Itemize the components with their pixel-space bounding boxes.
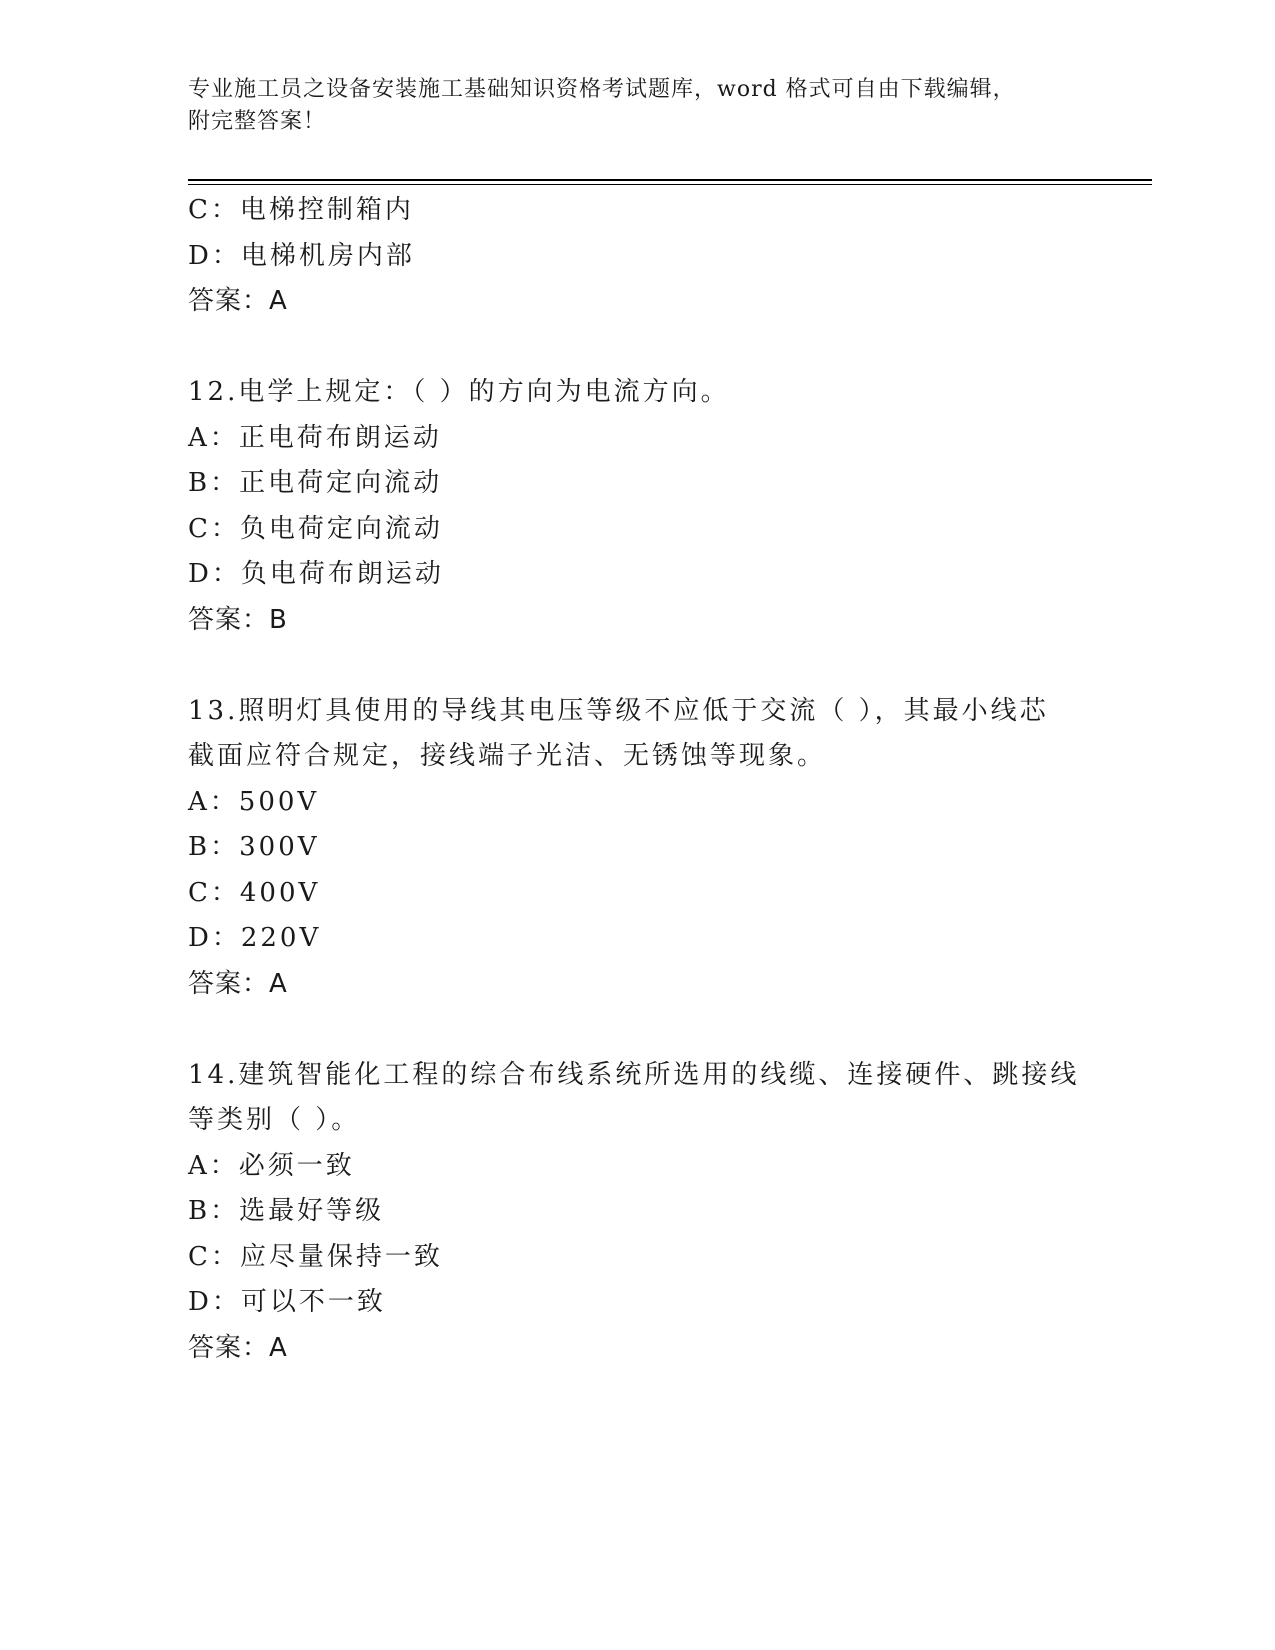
answer-label: 答案：A xyxy=(188,1332,288,1363)
question-stem-line-2: 等类别（ ）。 xyxy=(188,1105,361,1135)
question-block-12 xyxy=(188,370,1088,643)
option-c: C：电梯控制箱内 xyxy=(188,195,414,225)
option-a: A：必须一致 xyxy=(188,1150,355,1181)
question-block-13 xyxy=(188,689,1088,1008)
option-d: D：可以不一致 xyxy=(188,1287,386,1317)
question-stem-line-2: 截面应符合规定，接线端子光洁、无锈蚀等现象。 xyxy=(188,741,827,771)
header-line-1: 专业施工员之设备安装施工基础知识资格考试题库，word 格式可自由下载编辑， xyxy=(188,77,1016,102)
answer-label: 答案：B xyxy=(188,604,288,635)
question-block-14 xyxy=(188,1053,1088,1372)
option-b: B：正电荷定向流动 xyxy=(188,468,443,498)
answer-label: 答案：A xyxy=(188,968,288,999)
option-d: D：220V xyxy=(188,923,322,953)
option-a: A：500V xyxy=(188,786,320,817)
question-stem-line-1: 14.建筑智能化工程的综合布线系统所选用的线缆、连接硬件、跳接线 xyxy=(188,1059,1080,1090)
answer-label: 答案：A xyxy=(188,286,288,316)
spacer xyxy=(188,643,1088,689)
option-a: A：正电荷布朗运动 xyxy=(188,422,442,453)
header-divider-thin xyxy=(188,184,1152,185)
question-list xyxy=(188,188,1088,1371)
question-block-11 xyxy=(188,188,1088,325)
document-header xyxy=(188,74,1088,138)
question-stem: 12.电学上规定：（ ）的方向为电流方向。 xyxy=(188,377,730,407)
option-b: B：300V xyxy=(188,832,320,862)
option-b: B：选最好等级 xyxy=(188,1196,385,1226)
option-d: D：负电荷布朗运动 xyxy=(188,559,444,589)
spacer xyxy=(188,1007,1088,1053)
option-d: D：电梯机房内部 xyxy=(188,240,415,271)
header-divider-thick xyxy=(188,179,1152,181)
option-c: C：400V xyxy=(188,877,321,908)
spacer xyxy=(188,325,1088,371)
option-c: C：负电荷定向流动 xyxy=(188,513,443,544)
question-stem-line-1: 13.照明灯具使用的导线其电压等级不应低于交流（ ），其最小线芯 xyxy=(188,695,1049,726)
header-line-2: 附完整答案！ xyxy=(188,109,327,134)
option-c: C：应尽量保持一致 xyxy=(188,1241,443,1272)
